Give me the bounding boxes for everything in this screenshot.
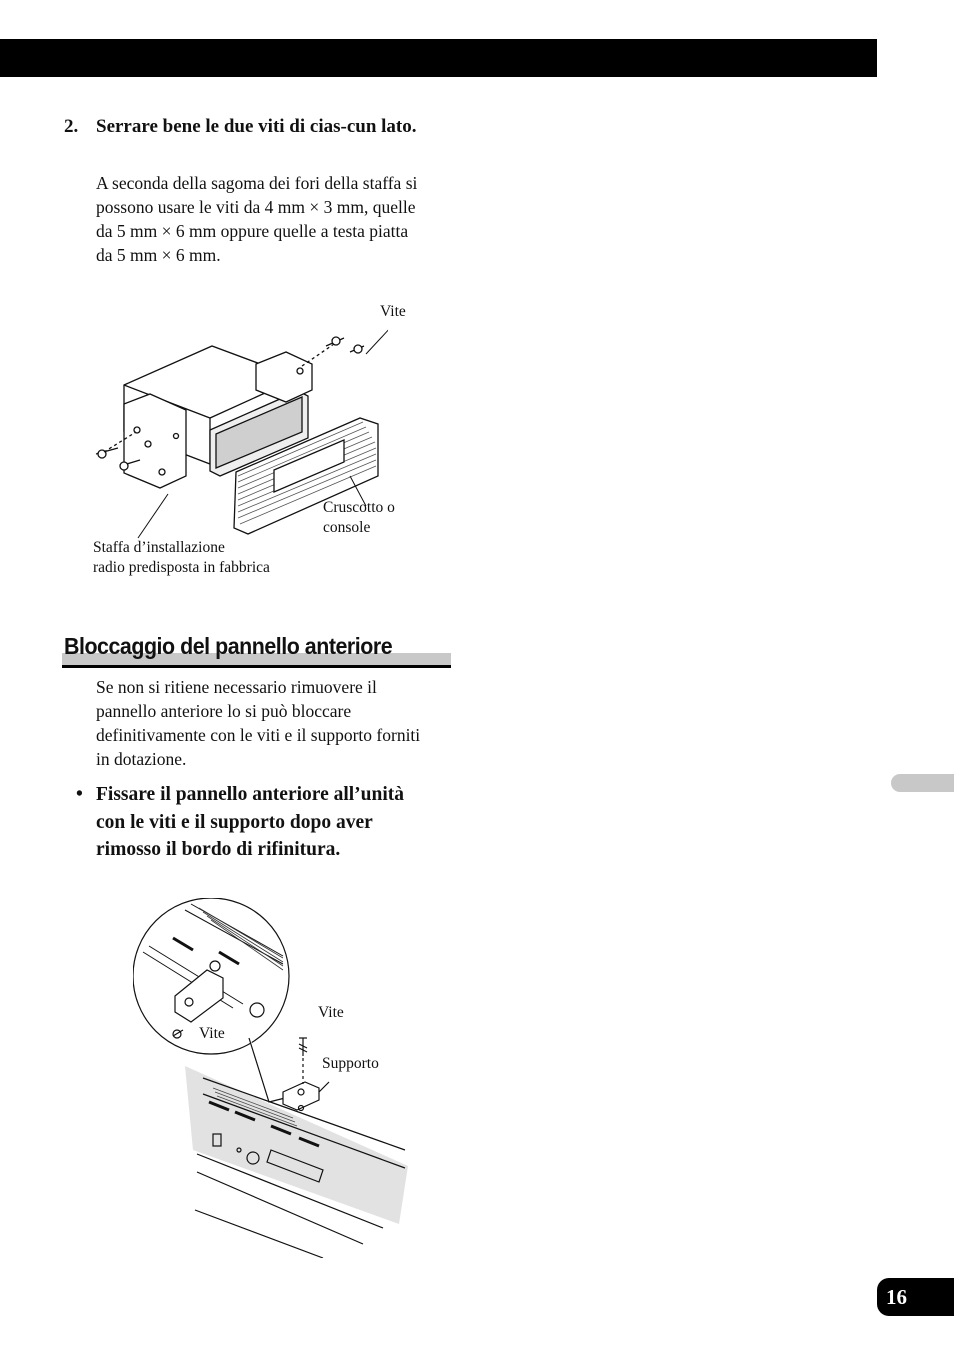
step-body: A seconda della sagoma dei fori della staffa si possono usare le viti da 4 mm × 3 mm, quelle da 5 mm × 6 mm oppure quelle a testa piatta da 5 mm × 6 mm.: [96, 173, 418, 265]
front-panel-lock-illustration: [133, 898, 413, 1258]
bullet-text: Fissare il pannello anteriore all’unità con le viti e il supporto dopo aver rimosso il bordo di rifinitura.: [96, 784, 405, 860]
step-2: [64, 113, 424, 140]
step-title: Serrare bene le due viti di cias-cun lato.: [96, 116, 417, 137]
bracket-label-line1: Staffa d’installazione: [93, 539, 225, 556]
dashboard-label-line1: Cruscotto o: [323, 499, 395, 516]
header-bar: [0, 39, 877, 77]
dashboard-label: [323, 498, 395, 538]
section-heading: [62, 630, 451, 668]
section-tab: [891, 774, 954, 792]
section-body: Se non si ritiene necessario rimuovere il pannello anteriore lo si può bloccare definitivamente con le viti e il supporto forniti in dotazione.: [96, 677, 421, 769]
inset-screw-label: Vite: [199, 1025, 225, 1042]
page-number: 16: [877, 1278, 954, 1316]
dashboard-label-line2: console: [323, 519, 371, 536]
step-number: 2.: [64, 116, 79, 137]
section-title: Bloccaggio del pannello anteriore: [64, 633, 393, 659]
screw-label: Vite: [380, 303, 406, 320]
bracket-label-line2: radio predisposta in fabbrica: [93, 559, 270, 576]
bullet-symbol: •: [76, 784, 83, 805]
bullet-instruction: [76, 781, 436, 864]
bracket-label: [93, 538, 270, 578]
screw-label-2: Vite: [318, 1004, 344, 1021]
support-label: Supporto: [322, 1055, 379, 1072]
